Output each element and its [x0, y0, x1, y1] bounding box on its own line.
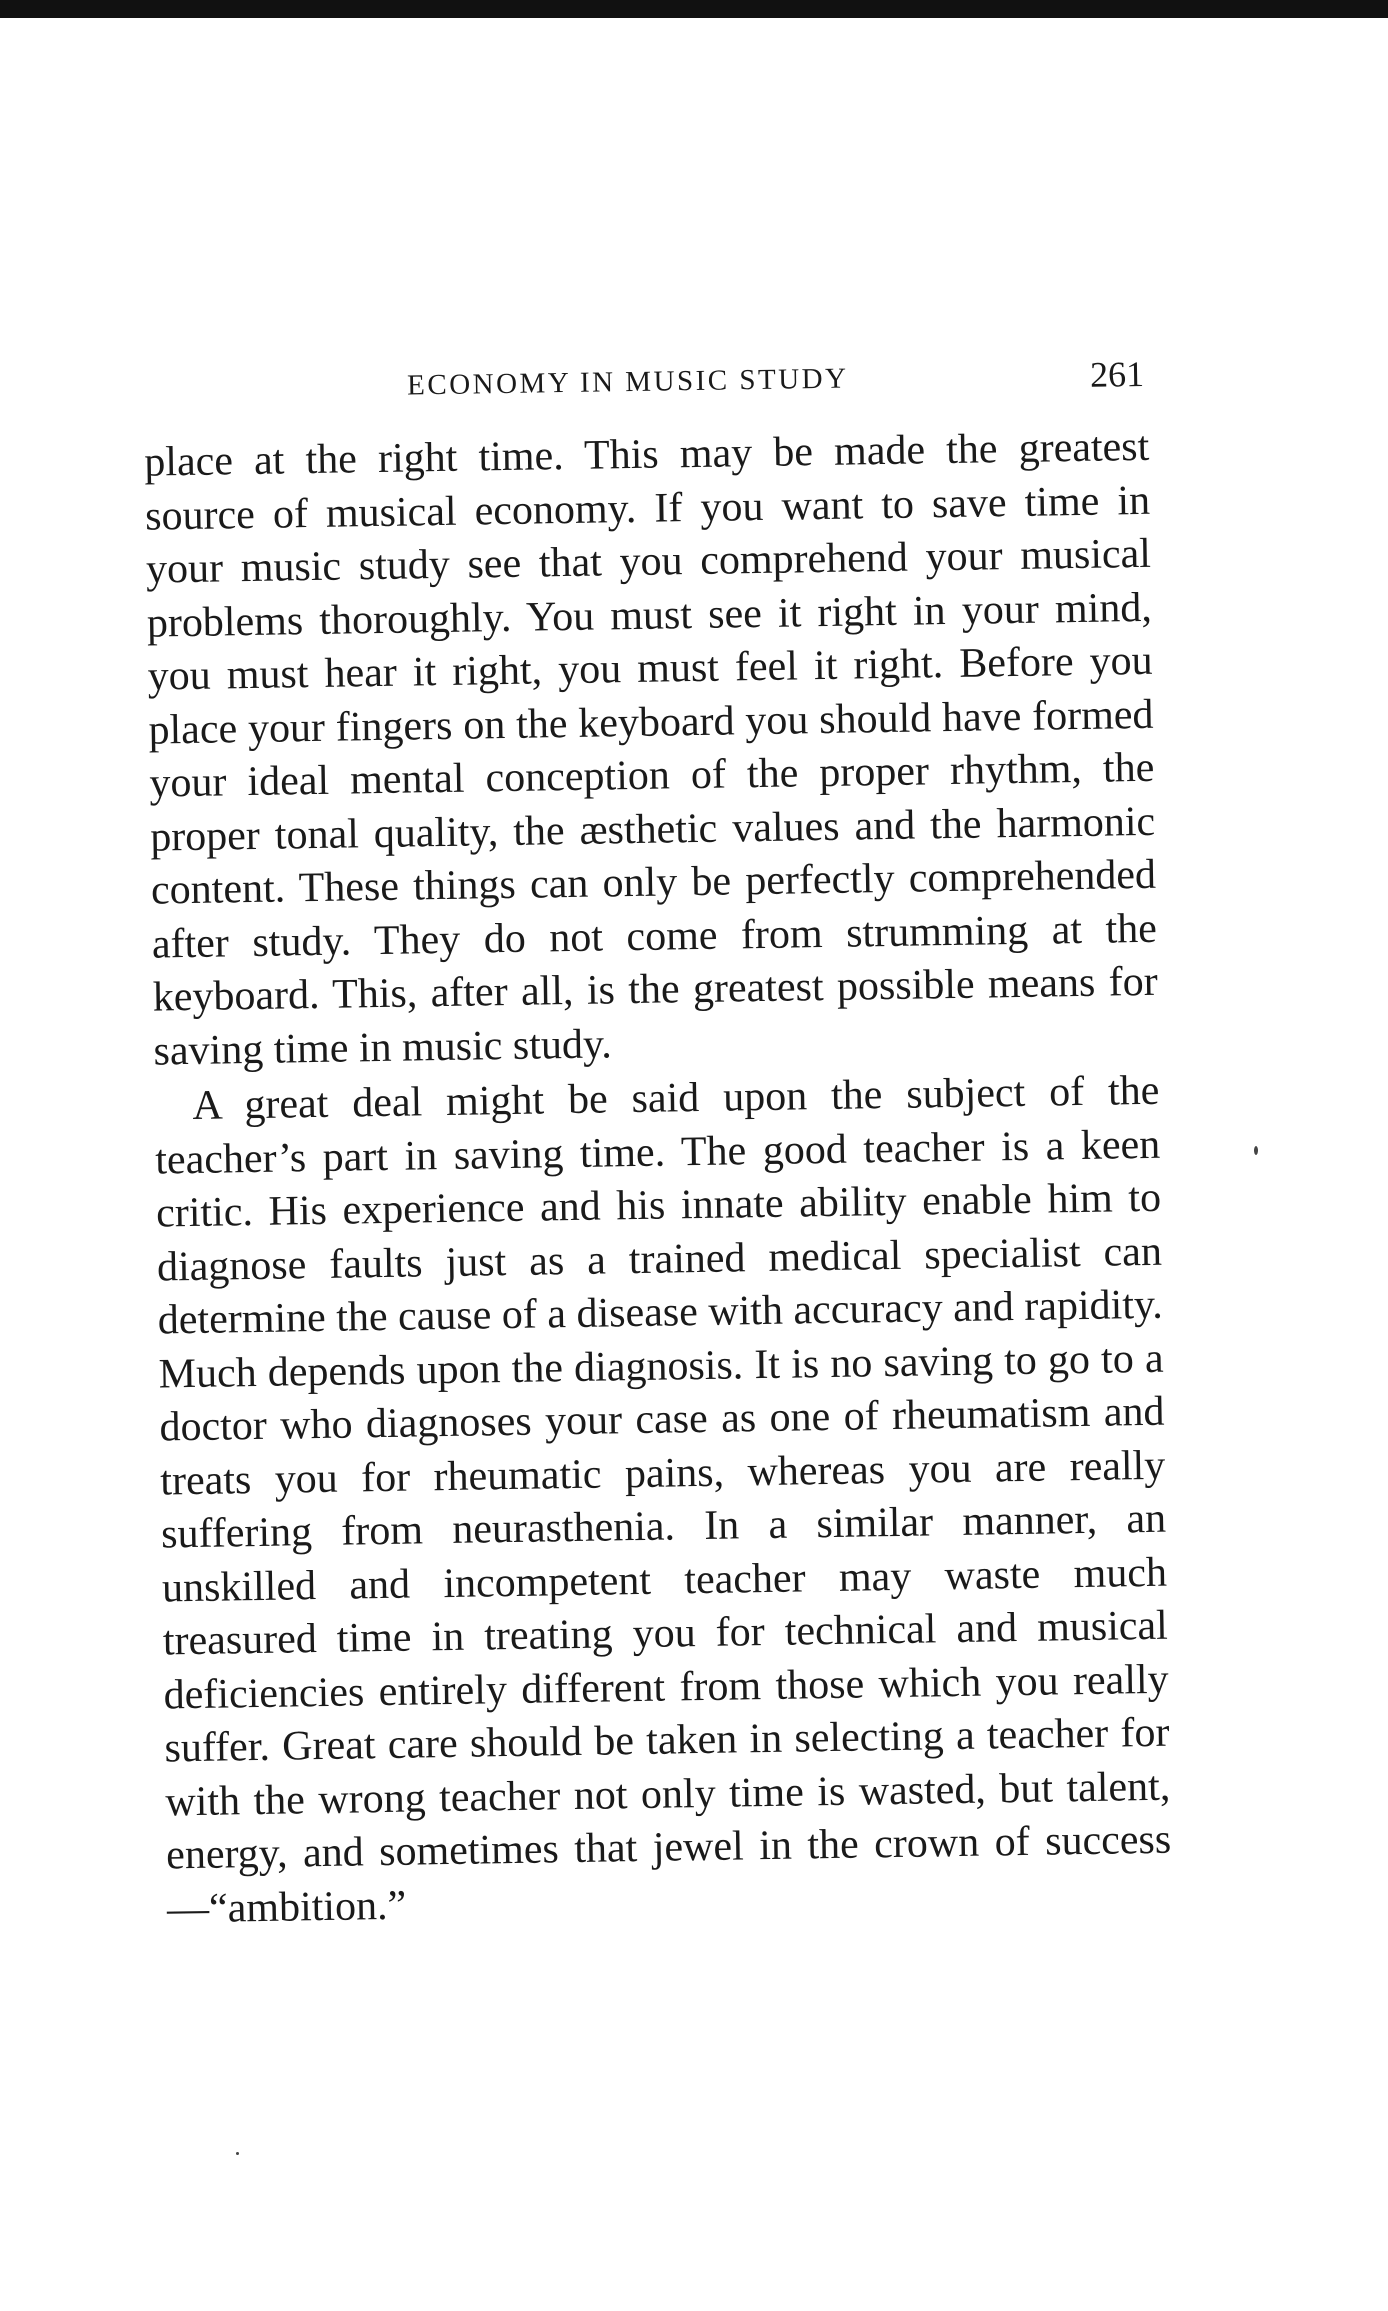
scan-speck — [1254, 1146, 1258, 1155]
body-text — [144, 421, 1172, 1937]
paragraph-1: place at the right time. This may be made the greatest source of musical economy. If you want to save time in your music study see that you comprehend your musical problems thoroughly. You must see it right in your mind, you must hear it right, you must feel it right. Before you place your fingers on the keyboard you should have formed your ideal mental conception of the proper rhythm, the proper tonal quality, the æsthetic values and the harmonic content. These things can only be perfectly comprehended after study. They do not come from strumming at the keyboard. This, after all, is the greatest possible means for saving time in music study. — [143, 423, 1158, 1075]
page-number: 261 — [1089, 353, 1145, 395]
scan-speck — [236, 2152, 239, 2155]
running-title: ECONOMY IN MUSIC STUDY — [406, 362, 849, 402]
running-head — [142, 349, 1153, 415]
paragraph-2: A great deal might be said upon the subject of the teacher’s part in saving time. The good teacher is a keen critic. His experience and his innate ability enable him to diagnose faults just as a trained medical specialist can determine the cause of a disease with accuracy and rapidity. Much depends upon the diagnosis. It is no saving to go to a doctor who diagnoses your case as one of rheumatism and treats you for rheumatic pains, whereas you are really suffering from neurasthenia. In a similar manner, an unskilled and incompetent teacher may waste much treasured time in treating you for technical and musical deficiencies entirely different from those which you really suffer. Great care should be taken in selecting a teacher for with the wrong teacher not only time is wasted, but talent, energy, and sometimes that jewel in the crown of success—“ambition.” — [154, 1067, 1172, 1932]
